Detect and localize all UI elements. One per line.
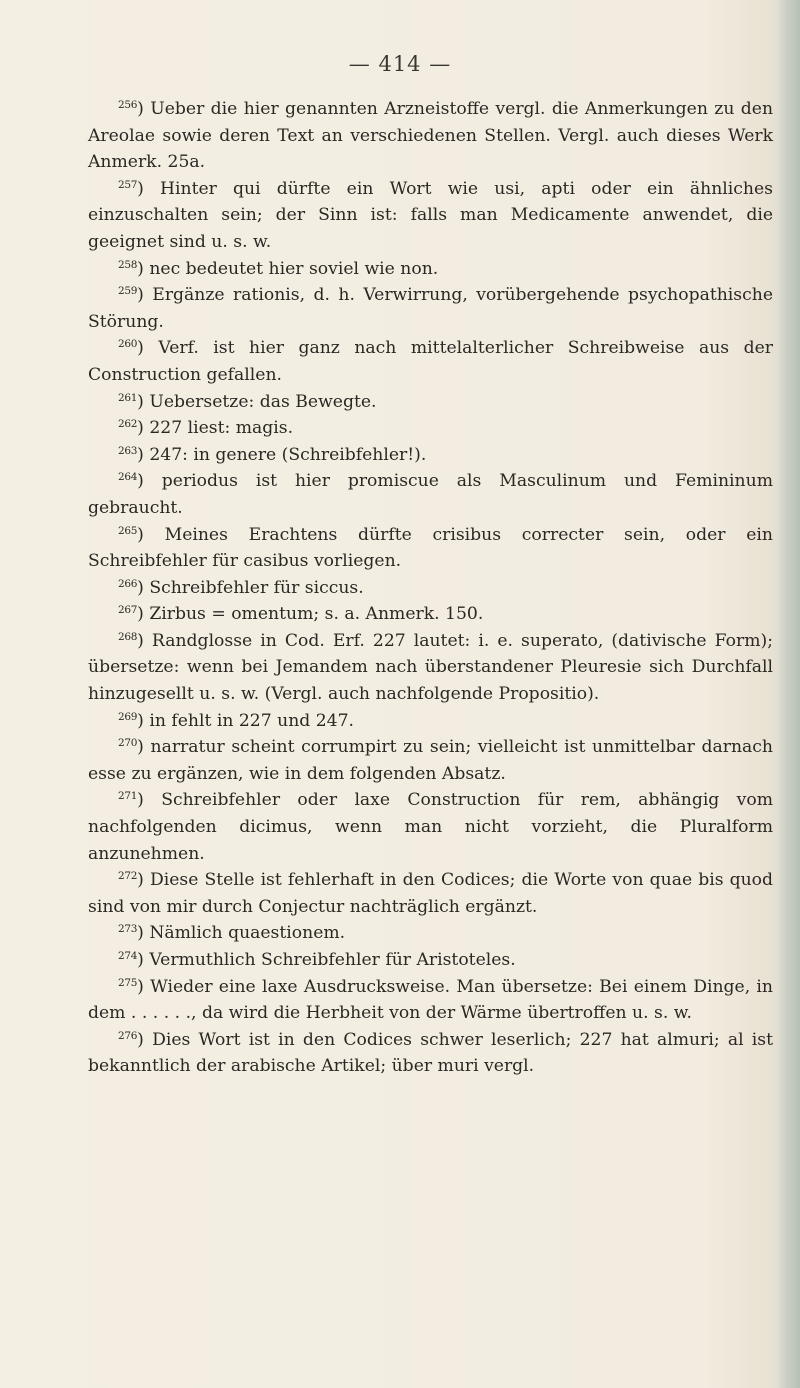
footnote-number: 267 xyxy=(118,604,138,617)
footnote: $^{268}$) Randglosse in Cod. Erf. 227 lautet: i. e. superato, (dativische Form); übersetze: wenn bei Jemandem nach überstandener Pleuresie sich Durchfall hinzugesellt u. s. w. (Vergl. auch nachfolgende Propositio). xyxy=(88,630,773,705)
footnote-text: Ueber die hier genannten Arzneistoffe vergl. die Anmerkungen zu den Areolae sowie deren Text an verschiedenen Stellen. Vergl. auch dieses Werk Anmerk. 25a. xyxy=(88,99,774,173)
page-edge xyxy=(778,0,800,1388)
footnote-number: 264 xyxy=(118,471,138,484)
footnote-number: 275 xyxy=(118,976,138,989)
footnote: $^{271}$) Schreibfehler oder laxe Construction für rem, abhängig vom nachfolgenden dicimus, wenn man nicht vorzieht, die Pluralform anzunehmen. xyxy=(88,790,773,864)
footnote-text: Schreibfehler oder laxe Construction für rem, abhängig vom nachfolgenden dicimus, wenn man nicht vorzieht, die Pluralform anzunehmen. xyxy=(88,790,773,864)
footnote: $^{265}$) Meines Erachtens dürfte crisibus correcter sein, oder ein Schreibfehler für casibus vorliegen. xyxy=(88,524,773,572)
page-number: — 414 — xyxy=(348,52,452,76)
footnote-text: Randglosse in Cod. Erf. 227 lautet: i. e. superato, (dativische Form); übersetze: wenn bei Jemandem nach überstandener Pleuresie sich Durchfall hinzugesellt u. s. w. (Vergl. auch nachfolgende Propositio). xyxy=(88,630,773,705)
footnote: $^{266}$) Schreibfehler für siccus. xyxy=(118,577,364,598)
footnote-number: 260 xyxy=(118,338,138,351)
footnotes xyxy=(88,96,773,1080)
footnote: $^{267}$) Zirbus = omentum; s. a. Anmerk. 150. xyxy=(118,604,484,625)
footnote-number: 274 xyxy=(118,950,138,962)
footnote-number: 270 xyxy=(118,737,138,750)
footnote: $^{257}$) Hinter qui dürfte ein Wort wie usi, apti oder ein ähnliches einzuschalten sein; der Sinn ist: falls man Medicamente anwendet, die geeignet sind u. s. w. xyxy=(88,178,773,252)
footnote-number: 261 xyxy=(118,391,138,404)
footnote-text: Schreibfehler für siccus. xyxy=(149,577,364,598)
footnote-number: 257 xyxy=(118,178,138,191)
footnote-number: 269 xyxy=(118,710,138,723)
footnote: $^{258}$) nec bedeutet hier soviel wie non. xyxy=(118,258,439,279)
footnote-text: Verf. ist hier ganz nach mittelalterlicher Schreibweise aus der Construction gefallen. xyxy=(88,338,774,385)
footnote-text: Ergänze rationis, d. h. Verwirrung, vorübergehende psychopathische Störung. xyxy=(88,285,773,332)
footnote-text: nec bedeutet hier soviel wie non. xyxy=(149,258,439,279)
footnote: $^{262}$) 227 liest: magis. xyxy=(118,418,294,439)
footnote-number: 256 xyxy=(118,99,138,111)
footnote-text: periodus ist hier promiscue als Masculinum und Femininum gebraucht. xyxy=(88,471,773,518)
footnote: $^{270}$) narratur scheint corrumpirt zu sein; vielleicht ist unmittelbar darnach esse zu ergänzen, wie in dem folgenden Absatz. xyxy=(88,737,773,784)
footnote-text: 227 liest: magis. xyxy=(149,418,294,439)
footnote: $^{273}$) Nämlich quaestionem. xyxy=(118,923,346,944)
footnote-number: 273 xyxy=(118,923,138,936)
footnote: $^{272}$) Diese Stelle ist fehlerhaft in den Codices; die Worte von quae bis quod sind von mir durch Conjectur nachträglich ergänzt. xyxy=(88,870,774,917)
footnote-number: 262 xyxy=(118,418,138,431)
footnote-text: in fehlt in 227 und 247. xyxy=(149,710,355,731)
footnote-text: Wieder eine laxe Ausdrucksweise. Man übersetze: Bei einem Dinge, in dem . . . . . ., da wird die Herbheit von der Wärme übertroffen u. s. w. xyxy=(88,976,773,1024)
footnote: $^{260}$) Verf. ist hier ganz nach mittelalterlicher Schreibweise aus der Construction gefallen. xyxy=(88,338,774,385)
footnote: $^{276}$) Dies Wort ist in den Codices schwer leserlich; 227 hat almuri; al ist bekanntlich der arabische Artikel; über muri vergl. xyxy=(88,1029,773,1077)
footnote: $^{275}$) Wieder eine laxe Ausdrucksweise. Man übersetze: Bei einem Dinge, in dem . . . . . ., da wird die Herbheit von der Wärme übertroffen u. s. w. xyxy=(88,976,773,1024)
footnote-text: Nämlich quaestionem. xyxy=(149,923,346,944)
footnote-number: 268 xyxy=(118,630,138,643)
footnote-number: 272 xyxy=(118,870,138,883)
footnote: $^{274}$) Vermuthlich Schreibfehler für Aristoteles. xyxy=(118,950,516,970)
footnote-number: 258 xyxy=(118,258,138,271)
footnote-number: 263 xyxy=(118,444,138,457)
footnote-text: narratur scheint corrumpirt zu sein; vielleicht ist unmittelbar darnach esse zu ergänzen, wie in dem folgenden Absatz. xyxy=(88,737,773,784)
footnote-text: Dies Wort ist in den Codices schwer leserlich; 227 hat almuri; al ist bekanntlich der arabische Artikel; über muri vergl. xyxy=(88,1029,773,1077)
footnote-number: 259 xyxy=(118,285,138,298)
footnote-text: Diese Stelle ist fehlerhaft in den Codices; die Worte von quae bis quod sind von mir durch Conjectur nachträglich ergänzt. xyxy=(88,870,774,917)
footnote-number: 265 xyxy=(118,524,138,537)
footnote-text: Uebersetze: das Bewegte. xyxy=(149,391,377,412)
footnote: $^{264}$) periodus ist hier promiscue als Masculinum und Femininum gebraucht. xyxy=(88,471,773,518)
footnote: $^{261}$) Uebersetze: das Bewegte. xyxy=(118,391,377,412)
footnote: $^{256}$) Ueber die hier genannten Arzneistoffe vergl. die Anmerkungen zu den Areolae sowie deren Text an verschiedenen Stellen. Vergl. auch dieses Werk Anmerk. 25a. xyxy=(88,99,774,173)
footnote: $^{263}$) 247: in genere (Schreibfehler!). xyxy=(118,444,427,465)
footnote-text: Vermuthlich Schreibfehler für Aristoteles. xyxy=(149,950,516,970)
footnote-text: Hinter qui dürfte ein Wort wie usi, apti oder ein ähnliches einzuschalten sein; der Sinn ist: falls man Medicamente anwendet, die geeignet sind u. s. w. xyxy=(88,178,773,252)
footnote-number: 266 xyxy=(118,577,138,590)
footnote-number: 276 xyxy=(118,1029,138,1042)
footnote-text: 247: in genere (Schreibfehler!). xyxy=(149,444,427,465)
footnote: $^{259}$) Ergänze rationis, d. h. Verwirrung, vorübergehende psychopathische Störung. xyxy=(88,285,773,332)
footnote-text: Meines Erachtens dürfte crisibus correcter sein, oder ein Schreibfehler für casibus vorliegen. xyxy=(88,524,773,572)
footnote-number: 271 xyxy=(118,790,138,803)
footnote: $^{269}$) in fehlt in 227 und 247. xyxy=(118,710,355,731)
footnote-text: Zirbus = omentum; s. a. Anmerk. 150. xyxy=(149,604,484,625)
